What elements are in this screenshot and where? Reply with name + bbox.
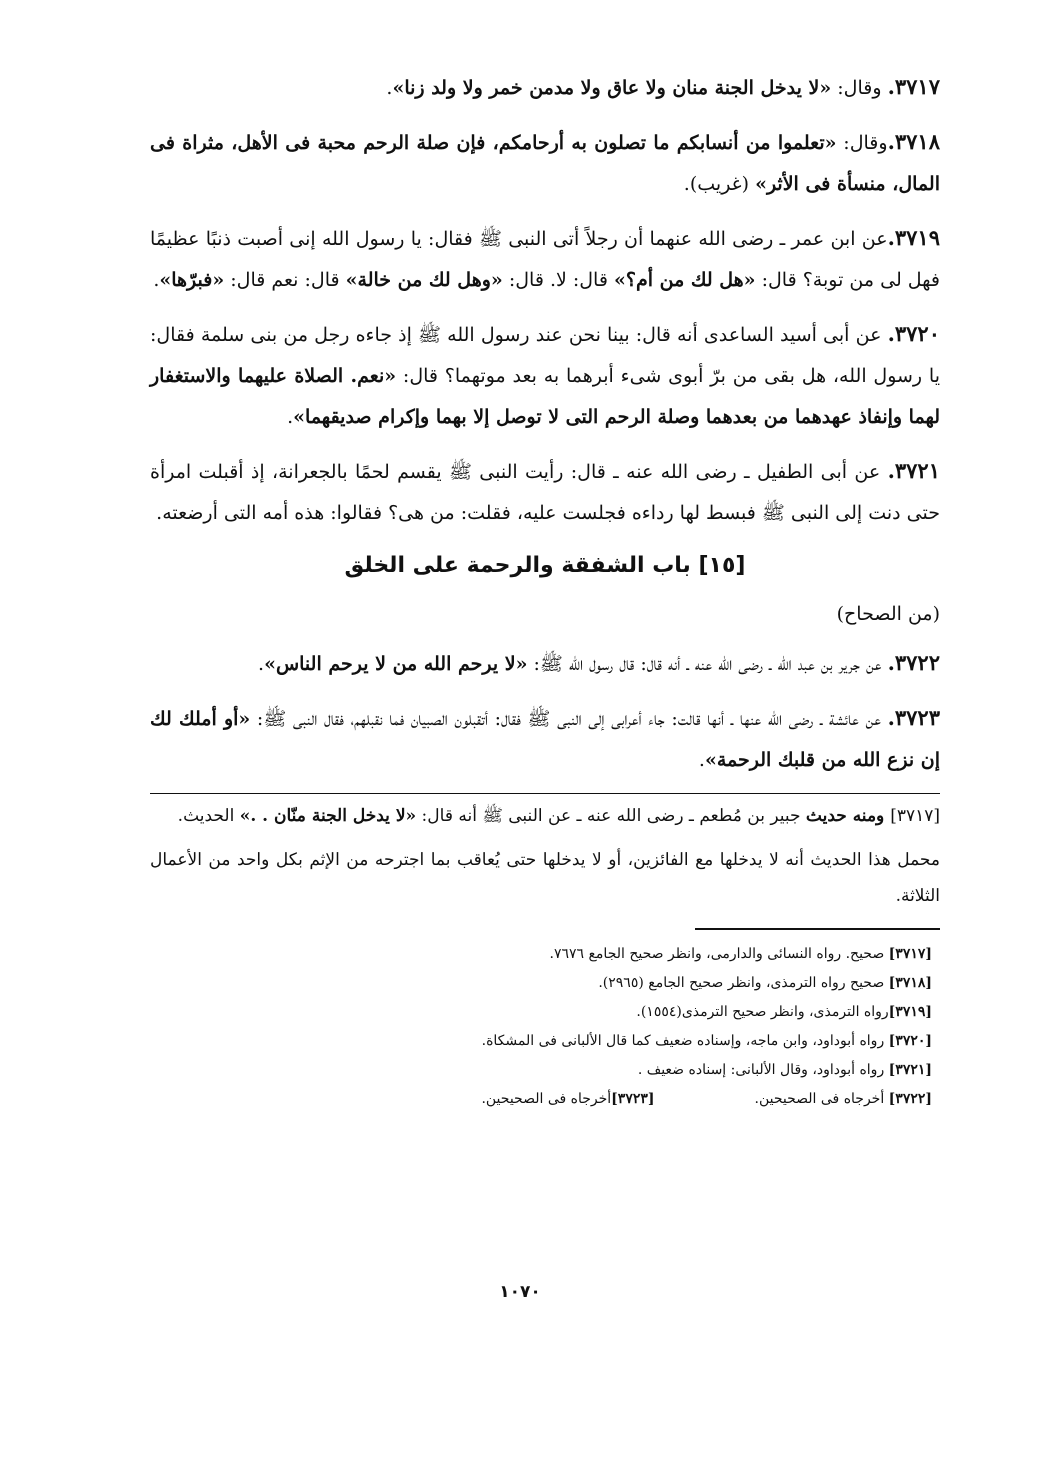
commentary-text: الحديث.	[177, 806, 240, 826]
hadith-3717	[150, 66, 940, 109]
footnote-3718	[150, 969, 932, 998]
hadith-text: .	[258, 653, 265, 675]
commentary-3717	[150, 798, 940, 834]
hadith-text: عن أبى الطفيل ـ رضى الله عنه ـ قال: رأيت النبى ﷺ يقسم لحمًا بالجعرانة، إذ أقبلت امرأة حتى دنت إلى النبى ﷺ فبسط لها رداءه فجلست عليه، فقلت: من هى؟ فقالوا: هذه أمه التى أرضعته.	[150, 461, 940, 524]
commentary-lead: ومنه حديث	[805, 806, 891, 826]
footnote-3723	[481, 1085, 654, 1114]
hadith-number: ٣٧١٨.	[887, 129, 940, 154]
hadith-3723	[150, 697, 940, 781]
commentary-text: جبير بن مُطعم ـ رضى الله عنه ـ عن النبى ﷺ أنه قال:	[416, 806, 806, 826]
footnote-ref: [٣٧١٧]	[888, 946, 932, 962]
section-label: (من الصحاح)	[836, 603, 940, 625]
hadith-quote: «أو أملك لك إن نزع الله من قلبك الرحمة»	[150, 708, 940, 771]
footnotes	[150, 940, 940, 1114]
hadith-text: عن جرير بن عبد الله ـ رضى الله عنه ـ أنه قال: قال رسول الله ﷺ:	[527, 653, 888, 675]
footnote-3722	[755, 1085, 933, 1114]
hadith-number: ٣٧٢١.	[887, 458, 940, 483]
commentary-ref: [٣٧١٧]	[890, 806, 940, 826]
hadith-text: عن ابن عمر ـ رضى الله عنهما أن رجلاً أتى النبى ﷺ فقال: يا رسول الله إنى أصبت ذنبًا عظيمًا فهل لى من توبة؟ قال:	[150, 228, 940, 291]
hadith-3720	[150, 313, 940, 438]
commentary-divider	[150, 793, 940, 794]
footnote-text: رواه أبوداود، وابن ماجه، وإسناده ضعيف كما قال الألبانى فى المشكاة.	[481, 1033, 889, 1049]
hadith-text: قال: لا. قال:	[502, 269, 614, 291]
hadith-text: .	[698, 749, 705, 771]
hadith-quote: «هل لك من أم؟»	[613, 269, 756, 291]
footnote-ref: [٣٧٢٢]	[888, 1091, 932, 1107]
hadith-3719	[150, 217, 940, 301]
hadith-quote: «تعلموا من أنسابكم ما تصلون به أرحامكم، فإن صلة الرحم محبة فى الأهل، مثراة فى المال، منسأة فى الأثر»	[150, 132, 940, 195]
hadith-3718	[150, 121, 940, 205]
hadith-quote: «لا يدخل الجنة منان ولا عاق ولا مدمن خمر ولا ولد زنا»	[392, 77, 832, 99]
footnote-ref: [٣٧٢١]	[888, 1062, 932, 1078]
footnote-ref: [٣٧١٨]	[888, 975, 932, 991]
footnote-text: رواه أبوداود، وقال الألبانى: إسناده ضعيف .	[637, 1062, 889, 1078]
footnote-3717	[150, 940, 932, 969]
page-number: ١٠٧٠	[499, 1282, 541, 1302]
hadith-3721	[150, 450, 940, 534]
hadith-quote: «نعم. الصلاة عليهما والاستغفار لهما وإنفاذ عهدهما من بعدهما وصلة الرحم التى لا توصل إلا بهما وإكرام صديقهما»	[150, 365, 940, 428]
hadith-quote: «لا يرحم الله من لا يرحم الناس»	[264, 653, 528, 675]
chapter-title: [١٥] باب الشفقة والرحمة على الخلق	[344, 553, 746, 578]
footnote-ref: [٣٧٢٣]	[611, 1091, 655, 1107]
footnote-text: أخرجاه فى الصحيحين.	[481, 1091, 612, 1107]
footnote-text: أخرجاه فى الصحيحين.	[754, 1091, 889, 1107]
footnote-3720	[150, 1027, 932, 1056]
hadith-3722	[150, 642, 940, 685]
hadith-number: ٣٧٢٠.	[887, 321, 940, 346]
footnote-text: صحيح. رواه النسائى والدارمى، وانظر صحيح الجامع ٧٦٧٦.	[549, 946, 889, 962]
footnote-text: رواه الترمذى، وانظر صحيح الترمذى(١٥٥٤).	[636, 1004, 889, 1020]
hadith-text: وقال:	[831, 77, 888, 99]
footnote-text: صحيح رواه الترمذى، وانظر صحيح الجامع (٢٩٦٥).	[598, 975, 889, 991]
hadith-quote: «وهل لك من خالة»	[345, 269, 503, 291]
hadith-text: .	[287, 406, 294, 428]
page-body	[150, 66, 940, 1114]
hadith-quote: «فبرّها»	[159, 269, 225, 291]
footnote-row-3722-3723	[150, 1085, 932, 1114]
hadith-text: عن أبى أسيد الساعدى أنه قال: بينا نحن عند رسول الله ﷺ إذ جاءه رجل من بنى سلمة فقال: يا رسول الله، هل بقى من برّ أبوى شىء أبرهما به بعد موتهما؟ قال:	[150, 324, 940, 387]
hadith-number: ٣٧١٩.	[887, 225, 940, 250]
footnote-divider	[695, 928, 940, 930]
hadith-number: ٣٧١٧.	[887, 74, 940, 99]
hadith-number: ٣٧٢٢.	[887, 650, 940, 675]
hadith-text: قال: نعم قال:	[224, 269, 346, 291]
footnote-3719	[150, 998, 932, 1027]
footnote-ref: [٣٧٢٠]	[888, 1033, 932, 1049]
hadith-number: ٣٧٢٣.	[887, 705, 940, 730]
commentary-quote: «لا يدخل الجنة منّان . .»	[239, 806, 417, 826]
footnote-ref: [٣٧١٩]	[888, 1004, 932, 1020]
hadith-text: عن عائشة ـ رضى الله عنها ـ أنها قالت: جاء أعرابى إلى النبى ﷺ فقال: أتقبلون الصبيان فما نقبلهم، فقال النبى ﷺ:	[250, 708, 888, 730]
hadith-text: .	[153, 269, 160, 291]
hadith-grade: (غريب).	[683, 173, 756, 195]
hadith-text: .	[386, 77, 393, 99]
commentary-paragraph: محمل هذا الحديث أنه لا يدخلها مع الفائزين، أو لا يدخلها حتى يُعاقب بما اجترحه من الإثم بكل واحد من الأعمال الثلاثة.	[150, 850, 940, 906]
footnote-3721	[150, 1056, 932, 1085]
hadith-text: وقال:	[836, 132, 888, 154]
